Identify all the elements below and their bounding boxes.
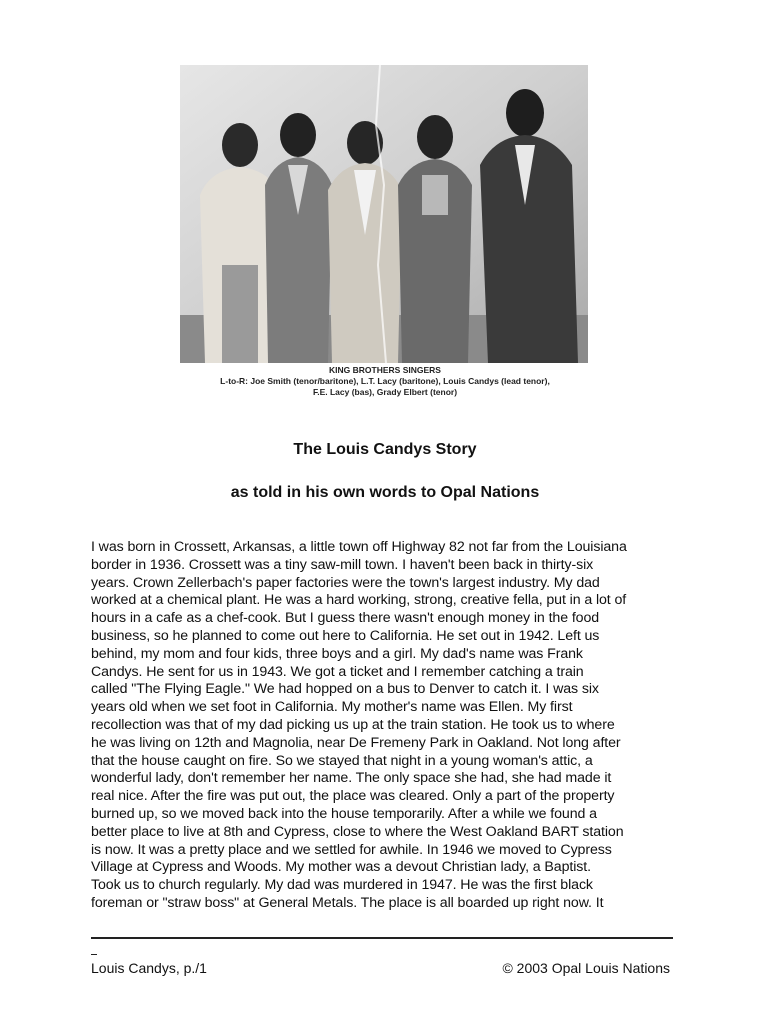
body-text	[91, 539, 691, 913]
body-line: called "The Flying Eagle." We had hopped on a bus to Denver to catch it. I was six	[91, 681, 599, 698]
group-photo	[180, 65, 588, 363]
document-title: The Louis Candys Story	[293, 441, 477, 458]
footer-stub-line	[91, 954, 97, 955]
body-line: is now. It was a pretty place and we settled for awhile. In 1946 we moved to Cypress	[91, 841, 612, 858]
body-line: better place to live at 8th and Cypress, close to where the West Oakland BART station	[91, 823, 624, 840]
body-line: Took us to church regularly. My dad was murdered in 1947. He was the first black	[91, 877, 593, 894]
caption-line-2: L-to-R: Joe Smith (tenor/baritone), L.T. Lacy (baritone), Louis Candys (lead tenor),	[220, 376, 550, 386]
body-line: burned up, so we moved back into the house temporarily. After a while we found a	[91, 805, 597, 822]
body-line: he was living on 12th and Magnolia, near De Fremeny Park in Oakland. Not long after	[91, 734, 621, 751]
document-subtitle: as told in his own words to Opal Nations	[230, 484, 540, 501]
group-photo-illustration	[180, 65, 588, 363]
footer-divider	[91, 937, 673, 939]
body-line: hours in a cafe as a chef-cook. But I guess there wasn't enough money in the food	[91, 610, 600, 627]
body-line: border in 1936. Crossett was a tiny saw-mill town. I haven't been back in thirty-six	[91, 556, 594, 573]
body-line: foreman or "straw boss" at General Metals. The place is all boarded up right now. It	[91, 894, 604, 911]
photo-caption	[150, 365, 620, 398]
body-line: Village at Cypress and Woods. My mother was a devout Christian lady, a Baptist.	[91, 859, 591, 876]
caption-line-1: KING BROTHERS SINGERS	[329, 365, 441, 375]
body-line: real nice. After the fire was put out, the place was cleared. Only a part of the property	[91, 788, 615, 805]
body-line: behind, my mom and four kids, three boys and a girl. My dad's name was Frank	[91, 645, 583, 662]
body-line: wonderful lady, don't remember her name. The only space she had, she had made it	[91, 770, 612, 787]
body-line: business, so he planned to come out here to California. He set out in 1942. Left us	[91, 627, 600, 644]
body-line: recollection was that of my dad picking us up at the train station. He took us to where	[91, 716, 615, 733]
footer-copyright: © 2003 Opal Louis Nations	[502, 960, 670, 976]
body-line: years. Crown Zellerbach's paper factories were the town's largest industry. My dad	[91, 574, 600, 591]
body-line: I was born in Crossett, Arkansas, a little town off Highway 82 not far from the Louisiana	[91, 539, 627, 555]
body-line: worked at a chemical plant. He was a hard working, strong, creative fella, put in a lot of	[91, 592, 627, 609]
caption-line-3: F.E. Lacy (bas), Grady Elbert (tenor)	[312, 387, 458, 397]
footer-page-label: Louis Candys, p./1	[91, 960, 207, 976]
body-line: years old when we set foot in California. My mother's name was Ellen. My first	[91, 699, 573, 716]
body-line: that the house caught on fire. So we stayed that night in a young woman's attic, a	[91, 752, 593, 769]
body-line: Candys. He sent for us in 1943. We got a ticket and I remember catching a train	[91, 663, 584, 680]
